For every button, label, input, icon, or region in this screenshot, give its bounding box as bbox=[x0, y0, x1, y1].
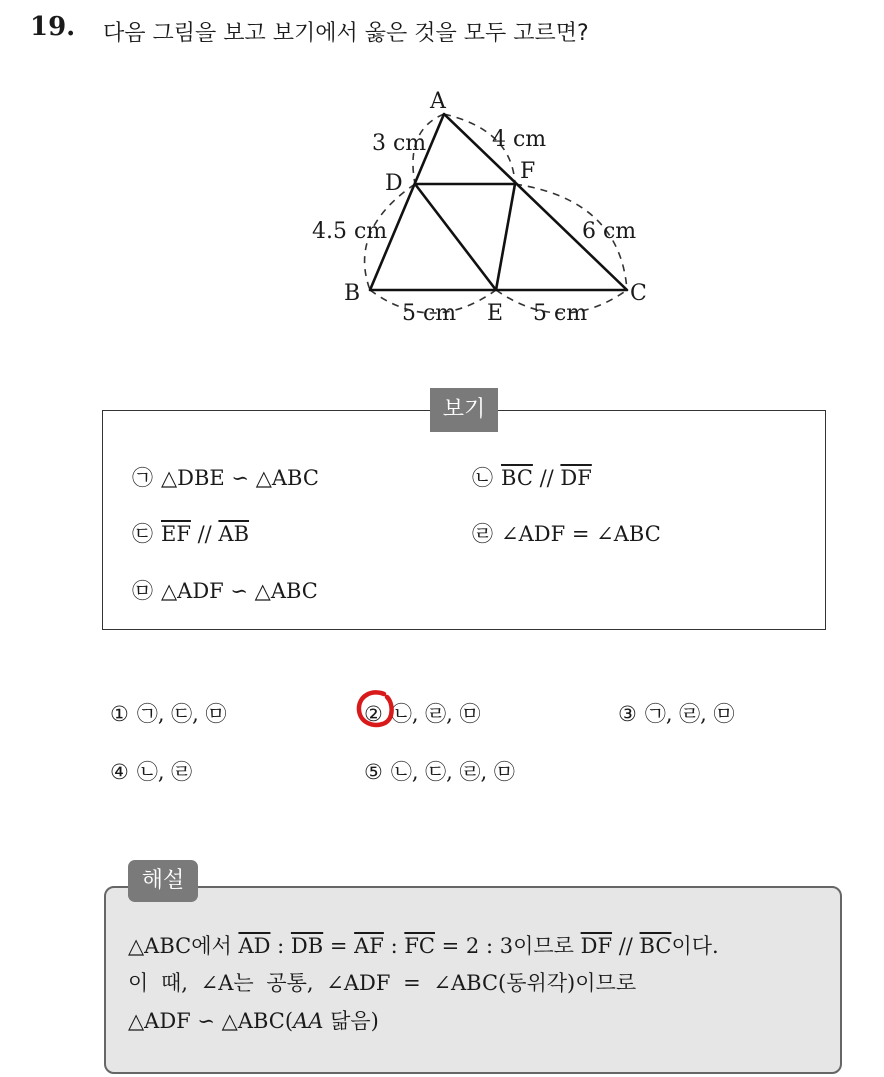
segment-label: $\overline{AB}$ bbox=[218, 522, 250, 546]
solution-text: △ABC에서 bbox=[128, 934, 239, 958]
solution-title: 해설 bbox=[128, 860, 198, 902]
bogi-item-text: ∠ADF = ∠ABC bbox=[501, 522, 661, 546]
choice-4[interactable] bbox=[110, 756, 192, 786]
label-F: F bbox=[520, 159, 536, 184]
segment-DE bbox=[415, 184, 496, 290]
length-FC: 6 cm bbox=[582, 219, 637, 244]
length-EC: 5 cm bbox=[533, 301, 588, 326]
choice-text: ㉡, ㉢, ㉣, ㉤ bbox=[390, 760, 515, 784]
solution-line-1 bbox=[128, 930, 719, 960]
solution-text: // bbox=[612, 934, 640, 958]
segment-label: $\overline{DB}$ bbox=[290, 934, 324, 958]
label-E: E bbox=[487, 301, 504, 326]
length-DB: 4.5 cm bbox=[312, 219, 388, 244]
choice-number: ① bbox=[110, 702, 129, 726]
label-A: A bbox=[430, 89, 446, 114]
segment-label: $\overline{BC}$ bbox=[501, 466, 533, 490]
parallel-sign: // bbox=[190, 522, 219, 546]
solution-text: 이다. bbox=[671, 934, 719, 958]
answer-circle-mark bbox=[354, 688, 396, 730]
solution-text: △ADF ∽ △ABC( bbox=[128, 1009, 294, 1033]
segment-label: $\overline{DF}$ bbox=[580, 934, 613, 958]
question-number: 19. bbox=[30, 12, 76, 42]
bogi-item-3 bbox=[132, 518, 249, 548]
bogi-item-mark: ㉤ bbox=[132, 579, 153, 603]
bogi-item-mark: ㉡ bbox=[472, 466, 493, 490]
length-BE: 5 cm bbox=[402, 301, 457, 326]
segment-label: $\overline{AD}$ bbox=[238, 934, 271, 958]
choice-3[interactable] bbox=[618, 698, 735, 728]
bogi-item-mark: ㉣ bbox=[472, 522, 493, 546]
segment-EF bbox=[496, 184, 515, 290]
length-AD: 3 cm bbox=[372, 131, 427, 156]
label-D: D bbox=[385, 171, 403, 196]
solution-text: : bbox=[383, 934, 405, 958]
choice-text: ㉠, ㉣, ㉤ bbox=[644, 702, 735, 726]
length-AF: 4 cm bbox=[492, 127, 547, 152]
bogi-item-1 bbox=[132, 462, 319, 492]
choice-number: ③ bbox=[618, 702, 637, 726]
bogi-item-4 bbox=[472, 518, 661, 548]
segment-label: $\overline{DF}$ bbox=[560, 466, 592, 490]
bogi-title: 보기 bbox=[430, 388, 498, 432]
choice-5[interactable] bbox=[364, 756, 515, 786]
solution-text: 닮음) bbox=[323, 1009, 379, 1033]
bogi-item-text: △DBE ∽ △ABC bbox=[161, 466, 319, 490]
segment-label: $\overline{AF}$ bbox=[354, 934, 384, 958]
solution-line-3 bbox=[128, 1005, 379, 1035]
bogi-item-mark: ㉢ bbox=[132, 522, 153, 546]
triangle-figure bbox=[0, 0, 884, 340]
choice-text: ㉡, ㉣ bbox=[136, 760, 193, 784]
bogi-item-2 bbox=[472, 462, 592, 492]
segment-label: $\overline{EF}$ bbox=[161, 522, 191, 546]
segment-label: $\overline{BC}$ bbox=[639, 934, 672, 958]
solution-text: : bbox=[270, 934, 291, 958]
choice-number: ⑤ bbox=[364, 760, 383, 784]
choice-text: ㉡, ㉣, ㉤ bbox=[390, 702, 481, 726]
solution-text: AA bbox=[293, 1009, 324, 1033]
solution-text: = 2 : 3이므로 bbox=[434, 934, 581, 958]
bogi-item-mark: ㉠ bbox=[132, 466, 153, 490]
choice-text: ㉠, ㉢, ㉤ bbox=[136, 702, 227, 726]
question-text: 다음 그림을 보고 보기에서 옳은 것을 모두 고르면? bbox=[103, 21, 589, 46]
bogi-item-text: △ADF ∽ △ABC bbox=[161, 579, 318, 603]
parallel-sign: // bbox=[532, 466, 561, 490]
choice-number: ② bbox=[364, 702, 383, 726]
label-C: C bbox=[630, 281, 647, 306]
choice-number: ④ bbox=[110, 760, 129, 784]
solution-line-2: 이 때, ∠A는 공통, ∠ADF = ∠ABC(동위각)이므로 bbox=[128, 971, 637, 995]
bogi-item-5 bbox=[132, 575, 318, 605]
choice-1[interactable] bbox=[110, 698, 227, 728]
segment-label: $\overline{FC}$ bbox=[404, 934, 435, 958]
label-B: B bbox=[344, 281, 361, 306]
solution-text: = bbox=[323, 934, 355, 958]
